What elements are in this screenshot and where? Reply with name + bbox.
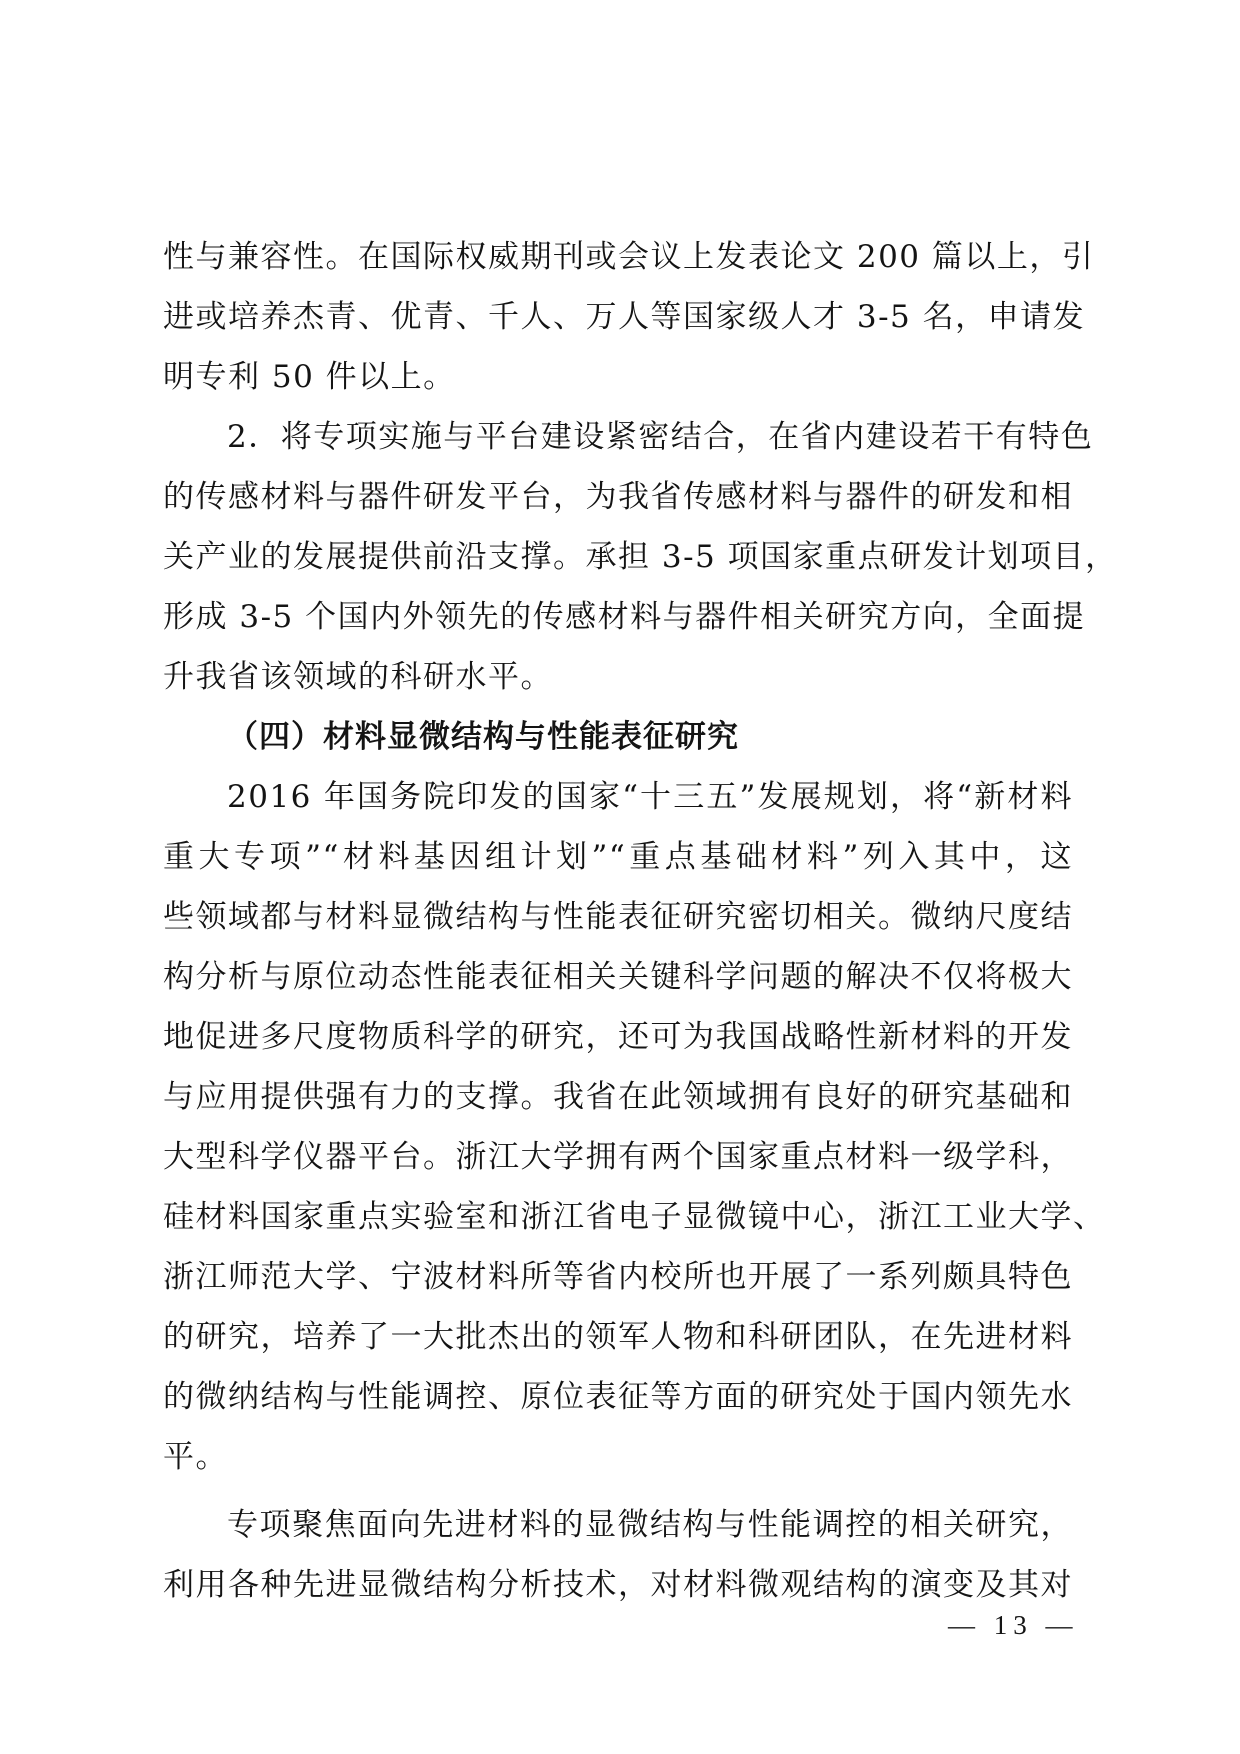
paragraph-line: 的研究，培养了一大批杰出的领军人物和科研团队，在先进材料 <box>163 1319 1073 1355</box>
document-body <box>163 227 1118 1615</box>
paragraph-line: 明专利 50 件以上。 <box>163 359 456 395</box>
paragraph-line: 升我省该领域的科研水平。 <box>163 659 553 695</box>
section-heading: （四）材料显微结构与性能表征研究 <box>227 719 739 755</box>
paragraph-line: 利用各种先进显微结构分析技术，对材料微观结构的演变及其对 <box>163 1567 1073 1603</box>
paragraph-line: 平。 <box>163 1439 228 1475</box>
paragraph-line: 的传感材料与器件研发平台，为我省传感材料与器件的研发和相 <box>163 479 1073 515</box>
paragraph-line: 硅材料国家重点实验室和浙江省电子显微镜中心，浙江工业大学、 <box>163 1199 1106 1235</box>
paragraph-line: 重大专项”“材料基因组计划”“重点基础材料”列入其中，这 <box>163 839 1073 875</box>
paragraph-spacer <box>163 1487 1073 1495</box>
paragraph-line: 的微纳结构与性能调控、原位表征等方面的研究处于国内领先水 <box>163 1379 1073 1415</box>
paragraph-line: 专项聚焦面向先进材料的显微结构与性能调控的相关研究， <box>227 1507 1073 1543</box>
paragraph-line: 大型科学仪器平台。浙江大学拥有两个国家重点材料一级学科， <box>163 1139 1073 1175</box>
paragraph-line: 2016 年国务院印发的国家“十三五”发展规划，将“新材料 <box>227 779 1073 815</box>
paragraph-line: 2．将专项实施与平台建设紧密结合，在省内建设若干有特色 <box>227 419 1094 455</box>
paragraph-line: 浙江师范大学、宁波材料所等省内校所也开展了一系列颇具特色 <box>163 1259 1073 1295</box>
paragraph-line: 构分析与原位动态性能表征相关关键科学问题的解决不仅将极大 <box>163 959 1073 995</box>
paragraph-line: 关产业的发展提供前沿支撑。承担 3-5 项国家重点研发计划项目， <box>163 539 1118 575</box>
paragraph-line: 地促进多尺度物质科学的研究，还可为我国战略性新材料的开发 <box>163 1019 1073 1055</box>
paragraph-line: 性与兼容性。在国际权威期刊或会议上发表论文 200 篇以上，引 <box>163 239 1095 275</box>
paragraph-line: 形成 3-5 个国内外领先的传感材料与器件相关研究方向，全面提 <box>163 599 1086 635</box>
paragraph-line: 与应用提供强有力的支撑。我省在此领域拥有良好的研究基础和 <box>163 1079 1073 1115</box>
page-number: — 13 — <box>948 1610 1079 1640</box>
paragraph-line: 进或培养杰青、优青、千人、万人等国家级人才 3-5 名，申请发 <box>163 299 1086 335</box>
paragraph-line: 些领域都与材料显微结构与性能表征研究密切相关。微纳尺度结 <box>163 899 1073 935</box>
